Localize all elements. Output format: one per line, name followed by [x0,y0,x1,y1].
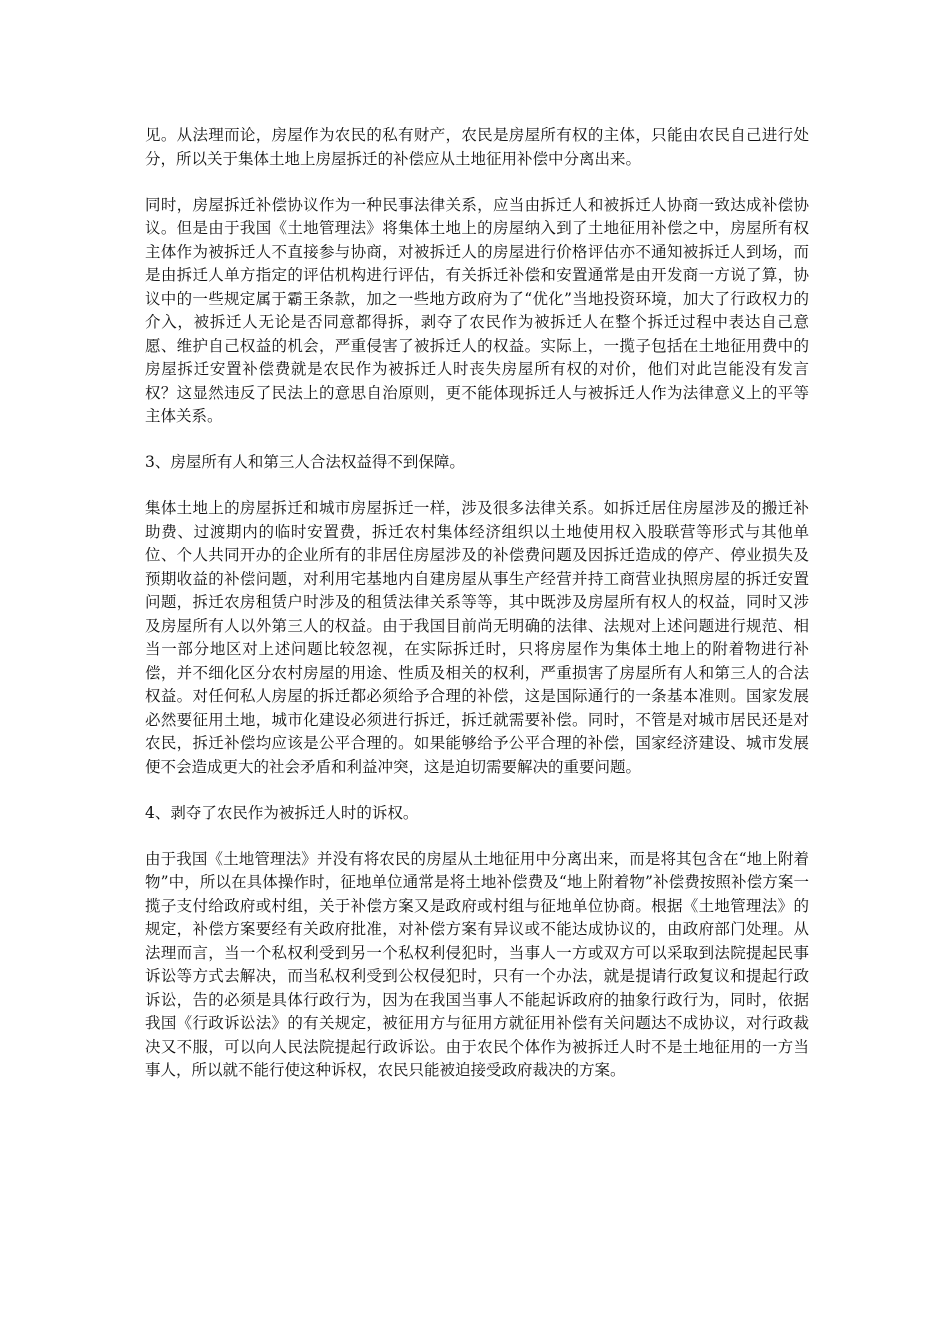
paragraph-negotiation: 同时，房屋拆迁补偿协议作为一种民事法律关系，应当由拆迁人和被拆迁人协商一致达成补偿协议。但是由于我国《土地管理法》将集体土地上的房屋纳入到了土地征用补偿之中，房屋所有权主体作为被拆迁人不直接参与协商，对被拆迁人的房屋进行价格评估亦不通知被拆迁人到场，而是由拆迁人单方指定的评估机构进行评估，有关拆迁补偿和安置通常是由开发商一方说了算，协议中的一些规定属于霸王条款，加之一些地方政府为了“优化”当地投资环境，加大了行政权力的介入，被拆迁人无论是否同意都得拆，剥夺了农民作为被拆迁人在整个拆迁过程中表达自己意愿、维护自己权益的机会，严重侵害了被拆迁人的权益。实际上，一揽子包括在土地征用费中的房屋拆迁安置补偿费就是农民作为被拆迁人时丧失房屋所有权的对价，他们对此岂能没有发言权？这显然违反了民法上的意思自治原则，更不能体现拆迁人与被拆迁人作为法律意义上的平等主体关系。 [145,195,809,425]
paragraph-continuation: 见。从法理而论，房屋作为农民的私有财产，农民是房屋所有权的主体，只能由农民自己进行处分，所以关于集体土地上房屋拆迁的补偿应从土地征用补偿中分离出来。 [145,126,809,168]
section-heading-3: 3、房屋所有人和第三人合法权益得不到保障。 [145,453,465,471]
section-heading-4: 4、剥夺了农民作为被拆迁人时的诉权。 [145,803,419,822]
document-body [145,124,809,1105]
paragraph-litigation-rights: 由于我国《土地管理法》并没有将农民的房屋从土地征用中分离出来，而是将其包含在“地上附着物”中，所以在具体操作时，征地单位通常是将土地补偿费及“地上附着物”补偿费按照补偿方案一揽子支付给政府或村组，关于补偿方案又是政府或村组与征地单位协商。根据《土地管理法》的规定，补偿方案要经有关政府批准，对补偿方案有异议或不能达成协议的，由政府部门处理。从法理而言，当一个私权利受到另一个私权利侵犯时，当事人一方或双方可以采取到法院提起民事诉讼等方式去解决，而当私权利受到公权侵犯时，只有一个办法，就是提请行政复议和提起行政诉讼，告的必须是具体行政行为，因为在我国当事人不能起诉政府的抽象行政行为，同时，依据我国《行政诉讼法》的有关规定，被征用方与征用方就征用补偿有关问题达不成协议，对行政裁决又不服，可以向人民法院提起行政诉讼。由于农民个体作为被拆迁人时不是土地征用的一方当事人，所以就不能行使这种诉权，农民只能被迫接受政府裁决的方案。 [145,849,809,1079]
paragraph-third-party-rights: 集体土地上的房屋拆迁和城市房屋拆迁一样，涉及很多法律关系。如拆迁居住房屋涉及的搬迁补助费、过渡期内的临时安置费，拆迁农村集体经济组织以土地使用权入股联营等形式与其他单位、个人共同开办的企业所有的非居住房屋涉及的补偿费问题及因拆迁造成的停产、停业损失及预期收益的补偿问题，对利用宅基地内自建房屋从事生产经营并持工商营业执照房屋的拆迁安置问题，拆迁农房租赁户时涉及的租赁法律关系等等，其中既涉及房屋所有权人的权益，同时又涉及房屋所有人以外第三人的权益。由于我国目前尚无明确的法律、法规对上述问题进行规范、相当一部分地区对上述问题比较忽视，在实际拆迁时，只将房屋作为集体土地上的附着物进行补偿，并不细化区分农村房屋的用途、性质及相关的权利，严重损害了房屋所有人和第三人的合法权益。对任何私人房屋的拆迁都必须给予合理的补偿，这是国际通行的一条基本准则。国家发展必然要征用土地，城市化建设必须进行拆迁，拆迁就需要补偿。同时，不管是对城市居民还是对农民，拆迁补偿均应该是公平合理的。如果能够给予公平合理的补偿，国家经济建设、城市发展便不会造成更大的社会矛盾和利益冲突，这是迫切需要解决的重要问题。 [145,499,809,776]
